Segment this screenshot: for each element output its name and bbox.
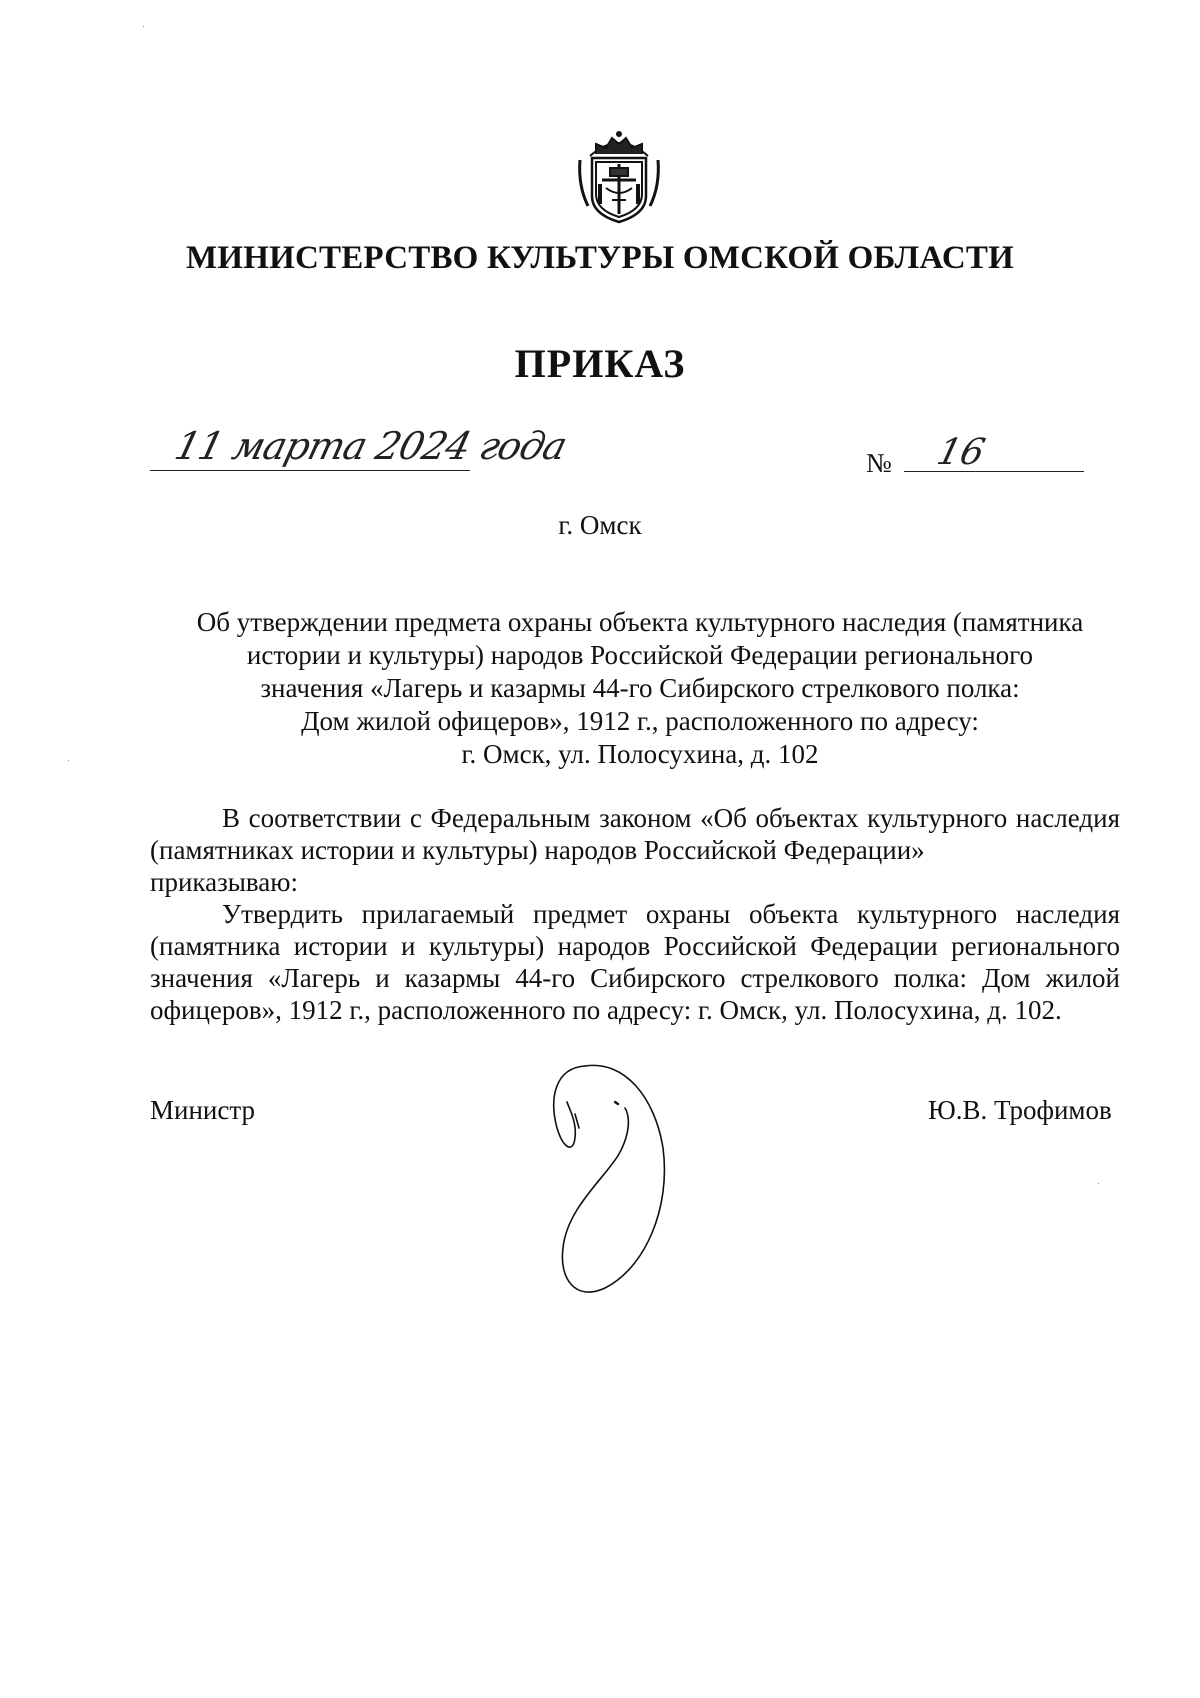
subject-line: истории и культуры) народов Российской Федерации регионального [246,640,1034,670]
subject-line: Дом жилой офицеров», 1912 г., расположенного по адресу: [301,706,979,736]
coat-of-arms-icon [576,126,662,226]
date-underline [150,470,470,471]
order-number-handwritten: 16 [932,432,989,473]
legal-basis-paragraph: В соответствии с Федеральным законом «Об объектах культурного наследия (памятниках истории и культуры) народов Российской Федерации» [150,803,1120,865]
scan-speck [68,760,69,761]
subject-line: Об утверждении предмета охраны объекта культурного наследия (памятника [196,607,1084,637]
scan-speck [1098,1183,1099,1184]
signatory-name: Ю.В. Трофимов [928,1095,1112,1125]
subject-line: значения «Лагерь и казармы 44-го Сибирского стрелкового полка: [260,673,1020,703]
order-text-paragraph: Утвердить прилагаемый предмет охраны объекта культурного наследия (памятника истории и культуры) народов Российской Федерации регионального значения «Лагерь и казармы 44-го Сибирского стрелкового полка: Дом жилой офицеров», 1912 г., расположенного по адресу: г. Омск, ул. Полосухина, д. 102. [150,899,1120,1025]
handwritten-signature [545,1058,675,1308]
subject-line: г. Омск, ул. Полосухина, д. 102 [461,739,819,769]
document-type-title: ПРИКАЗ [514,341,686,386]
order-directive: приказываю: [150,867,298,897]
issue-city: г. Омск [558,510,642,540]
order-date-handwritten: 11 марта 2024 года [170,424,571,468]
ministry-name: МИНИСТЕРСТВО КУЛЬТУРЫ ОМСКОЙ ОБЛАСТИ [186,240,1014,276]
scan-speck [143,26,144,27]
signatory-role: Министр [150,1095,255,1125]
order-body [150,802,1120,1026]
order-subject [150,606,1130,771]
order-number-label: № [866,448,892,478]
number-underline [904,471,1084,472]
